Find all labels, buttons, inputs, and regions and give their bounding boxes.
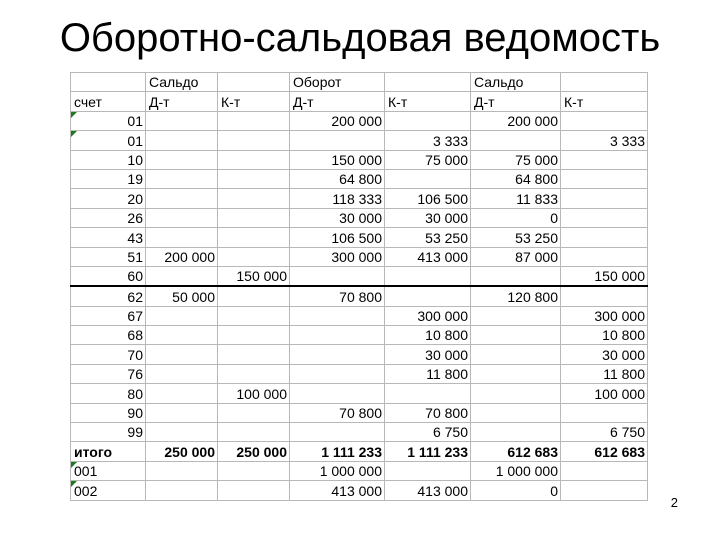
table-row: [71, 461, 648, 480]
value-cell-opening-debit: 50 000: [146, 286, 218, 306]
value-cell-opening-credit: 250 000: [218, 442, 290, 461]
cell-comment-marker-icon: [71, 481, 77, 487]
value-cell-opening-credit: [218, 423, 290, 442]
value-cell-opening-credit: [218, 481, 290, 500]
value-cell-opening-debit: [146, 345, 218, 364]
slide-title: Оборотно-сальдовая ведомость: [59, 16, 661, 60]
value-cell-closing-credit: 11 800: [561, 364, 648, 383]
value-cell-opening-debit: [146, 150, 218, 169]
value-cell-closing-debit: 64 800: [471, 169, 561, 188]
table-row: [71, 364, 648, 383]
cell-comment-marker-icon: [71, 131, 77, 137]
value-cell-closing-debit: 612 683: [471, 442, 561, 461]
table-body: [71, 73, 648, 501]
value-cell-opening-credit: [218, 461, 290, 480]
value-cell-opening-debit: [146, 461, 218, 480]
value-cell-turnover-credit: 30 000: [385, 345, 471, 364]
header-cell-closing-credit: [561, 73, 648, 92]
account-cell: 26: [71, 208, 146, 227]
table-row: [71, 208, 648, 227]
value-cell-turnover-debit: 1 000 000: [290, 461, 385, 480]
account-label: 01: [127, 113, 143, 130]
value-cell-turnover-debit: [290, 423, 385, 442]
value-cell-closing-credit: [561, 228, 648, 247]
value-cell-closing-debit: [471, 306, 561, 325]
cell-comment-marker-icon: [71, 112, 77, 118]
value-cell-opening-debit: [146, 364, 218, 383]
table-row: [71, 228, 648, 247]
value-cell-turnover-credit: [385, 461, 471, 480]
value-cell-turnover-debit: 118 333: [290, 189, 385, 208]
value-cell-turnover-credit: 6 750: [385, 423, 471, 442]
value-cell-turnover-debit: [290, 364, 385, 383]
table-row: [71, 111, 648, 130]
account-cell: 10: [71, 150, 146, 169]
value-cell-opening-debit: [146, 111, 218, 130]
value-cell-turnover-credit: 10 800: [385, 326, 471, 345]
value-cell-closing-debit: 11 833: [471, 189, 561, 208]
value-cell-closing-credit: 30 000: [561, 345, 648, 364]
table-row: [71, 169, 648, 188]
value-cell-opening-debit: [146, 481, 218, 500]
header-cell-turnover-debit: Оборот: [290, 73, 385, 92]
header-cell-turnover-credit: [385, 73, 471, 92]
table-row: [71, 150, 648, 169]
account-cell: 68: [71, 326, 146, 345]
account-cell: [71, 481, 146, 500]
value-cell-closing-credit: 10 800: [561, 326, 648, 345]
value-cell-turnover-debit: [290, 345, 385, 364]
value-cell-opening-debit: 200 000: [146, 247, 218, 266]
value-cell-closing-debit: 53 250: [471, 228, 561, 247]
header-cell-turnover-credit: К-т: [385, 92, 471, 111]
value-cell-turnover-debit: 64 800: [290, 169, 385, 188]
value-cell-opening-debit: [146, 266, 218, 286]
header-cell-closing-debit: Д-т: [471, 92, 561, 111]
header-cell-closing-credit: К-т: [561, 92, 648, 111]
header-cell-opening-credit: [218, 73, 290, 92]
value-cell-opening-debit: [146, 208, 218, 227]
value-cell-closing-credit: 3 333: [561, 131, 648, 150]
cell-comment-marker-icon: [71, 462, 77, 468]
value-cell-closing-credit: [561, 189, 648, 208]
value-cell-closing-credit: [561, 461, 648, 480]
account-cell: 99: [71, 423, 146, 442]
value-cell-opening-debit: [146, 403, 218, 422]
table-row: [71, 131, 648, 150]
value-cell-turnover-debit: [290, 306, 385, 325]
value-cell-opening-debit: [146, 423, 218, 442]
header-cell-opening-debit: Сальдо: [146, 73, 218, 92]
value-cell-turnover-credit: [385, 384, 471, 403]
value-cell-opening-debit: [146, 306, 218, 325]
account-cell: 70: [71, 345, 146, 364]
account-label: 002: [74, 482, 98, 499]
value-cell-opening-credit: 150 000: [218, 266, 290, 286]
value-cell-closing-debit: 120 800: [471, 286, 561, 306]
value-cell-opening-credit: [218, 403, 290, 422]
value-cell-turnover-credit: 413 000: [385, 247, 471, 266]
value-cell-turnover-debit: 413 000: [290, 481, 385, 500]
value-cell-turnover-debit: [290, 266, 385, 286]
value-cell-closing-credit: [561, 208, 648, 227]
value-cell-turnover-credit: [385, 169, 471, 188]
value-cell-turnover-debit: [290, 131, 385, 150]
table-row: [71, 326, 648, 345]
value-cell-opening-debit: [146, 326, 218, 345]
value-cell-closing-debit: [471, 403, 561, 422]
value-cell-turnover-credit: 106 500: [385, 189, 471, 208]
value-cell-opening-credit: [218, 286, 290, 306]
value-cell-closing-credit: [561, 481, 648, 500]
page-number: 2: [670, 495, 678, 510]
value-cell-closing-credit: [561, 111, 648, 130]
account-cell: [71, 111, 146, 130]
value-cell-closing-debit: [471, 384, 561, 403]
value-cell-turnover-debit: 70 800: [290, 403, 385, 422]
value-cell-closing-debit: 0: [471, 208, 561, 227]
value-cell-turnover-debit: [290, 326, 385, 345]
account-cell: 19: [71, 169, 146, 188]
value-cell-opening-credit: [218, 131, 290, 150]
value-cell-opening-credit: [218, 150, 290, 169]
value-cell-opening-credit: [218, 326, 290, 345]
value-cell-opening-credit: [218, 189, 290, 208]
value-cell-opening-credit: [218, 306, 290, 325]
account-cell: 43: [71, 228, 146, 247]
value-cell-turnover-credit: 1 111 233: [385, 442, 471, 461]
value-cell-turnover-credit: 3 333: [385, 131, 471, 150]
value-cell-turnover-credit: [385, 111, 471, 130]
account-cell: итого: [71, 442, 146, 461]
value-cell-turnover-credit: 53 250: [385, 228, 471, 247]
value-cell-turnover-credit: 413 000: [385, 481, 471, 500]
value-cell-turnover-debit: 70 800: [290, 286, 385, 306]
value-cell-closing-credit: [561, 247, 648, 266]
value-cell-turnover-debit: 106 500: [290, 228, 385, 247]
value-cell-turnover-debit: [290, 384, 385, 403]
value-cell-turnover-credit: 30 000: [385, 208, 471, 227]
table-row: [71, 306, 648, 325]
value-cell-closing-credit: [561, 403, 648, 422]
value-cell-closing-credit: 612 683: [561, 442, 648, 461]
value-cell-turnover-credit: 70 800: [385, 403, 471, 422]
value-cell-turnover-debit: 30 000: [290, 208, 385, 227]
account-cell: 80: [71, 384, 146, 403]
value-cell-closing-debit: [471, 364, 561, 383]
account-cell: [71, 461, 146, 480]
account-cell: 60: [71, 266, 146, 286]
table-row: [71, 189, 648, 208]
value-cell-turnover-debit: 200 000: [290, 111, 385, 130]
value-cell-turnover-credit: [385, 266, 471, 286]
value-cell-opening-debit: [146, 384, 218, 403]
value-cell-opening-credit: [218, 228, 290, 247]
value-cell-opening-debit: [146, 169, 218, 188]
value-cell-opening-debit: [146, 228, 218, 247]
account-label: 01: [127, 132, 143, 149]
account-cell: 20: [71, 189, 146, 208]
header-cell-account: [71, 73, 146, 92]
account-cell: 62: [71, 286, 146, 306]
value-cell-turnover-debit: 1 111 233: [290, 442, 385, 461]
value-cell-closing-credit: [561, 169, 648, 188]
value-cell-turnover-debit: 300 000: [290, 247, 385, 266]
value-cell-opening-debit: [146, 131, 218, 150]
value-cell-closing-debit: 0: [471, 481, 561, 500]
value-cell-closing-debit: 75 000: [471, 150, 561, 169]
table-row: [71, 266, 648, 286]
value-cell-turnover-credit: 11 800: [385, 364, 471, 383]
table-row: [71, 481, 648, 500]
value-cell-turnover-credit: 75 000: [385, 150, 471, 169]
account-cell: 51: [71, 247, 146, 266]
table-row: [71, 423, 648, 442]
value-cell-closing-credit: 6 750: [561, 423, 648, 442]
value-cell-closing-debit: [471, 131, 561, 150]
value-cell-closing-debit: 200 000: [471, 111, 561, 130]
account-cell: 90: [71, 403, 146, 422]
header-cell-turnover-debit: Д-т: [290, 92, 385, 111]
header-row-columns: [71, 92, 648, 111]
value-cell-opening-debit: [146, 189, 218, 208]
value-cell-opening-credit: [218, 247, 290, 266]
value-cell-closing-debit: 87 000: [471, 247, 561, 266]
table-row: [71, 403, 648, 422]
value-cell-closing-credit: 150 000: [561, 266, 648, 286]
value-cell-closing-credit: 300 000: [561, 306, 648, 325]
value-cell-closing-debit: [471, 423, 561, 442]
value-cell-opening-debit: 250 000: [146, 442, 218, 461]
value-cell-turnover-credit: [385, 286, 471, 306]
value-cell-turnover-credit: 300 000: [385, 306, 471, 325]
value-cell-closing-credit: [561, 150, 648, 169]
header-cell-account: счет: [71, 92, 146, 111]
value-cell-closing-credit: 100 000: [561, 384, 648, 403]
table-row: [71, 247, 648, 266]
value-cell-opening-credit: [218, 111, 290, 130]
account-cell: [71, 131, 146, 150]
table-row: [71, 345, 648, 364]
value-cell-opening-credit: [218, 345, 290, 364]
value-cell-turnover-debit: 150 000: [290, 150, 385, 169]
account-label: 001: [74, 463, 98, 480]
total-row: [71, 442, 648, 461]
value-cell-closing-debit: [471, 266, 561, 286]
header-cell-opening-credit: К-т: [218, 92, 290, 111]
header-row-groups: [71, 73, 648, 92]
value-cell-closing-debit: [471, 326, 561, 345]
value-cell-closing-credit: [561, 286, 648, 306]
table-row: [71, 384, 648, 403]
value-cell-closing-debit: [471, 345, 561, 364]
header-cell-closing-debit: Сальдо: [471, 73, 561, 92]
table-row: [71, 286, 648, 306]
value-cell-closing-debit: 1 000 000: [471, 461, 561, 480]
value-cell-opening-credit: [218, 364, 290, 383]
account-cell: 76: [71, 364, 146, 383]
value-cell-opening-credit: [218, 208, 290, 227]
value-cell-opening-credit: [218, 169, 290, 188]
header-cell-opening-debit: Д-т: [146, 92, 218, 111]
turnover-balance-table: [70, 72, 648, 501]
value-cell-opening-credit: 100 000: [218, 384, 290, 403]
account-cell: 67: [71, 306, 146, 325]
